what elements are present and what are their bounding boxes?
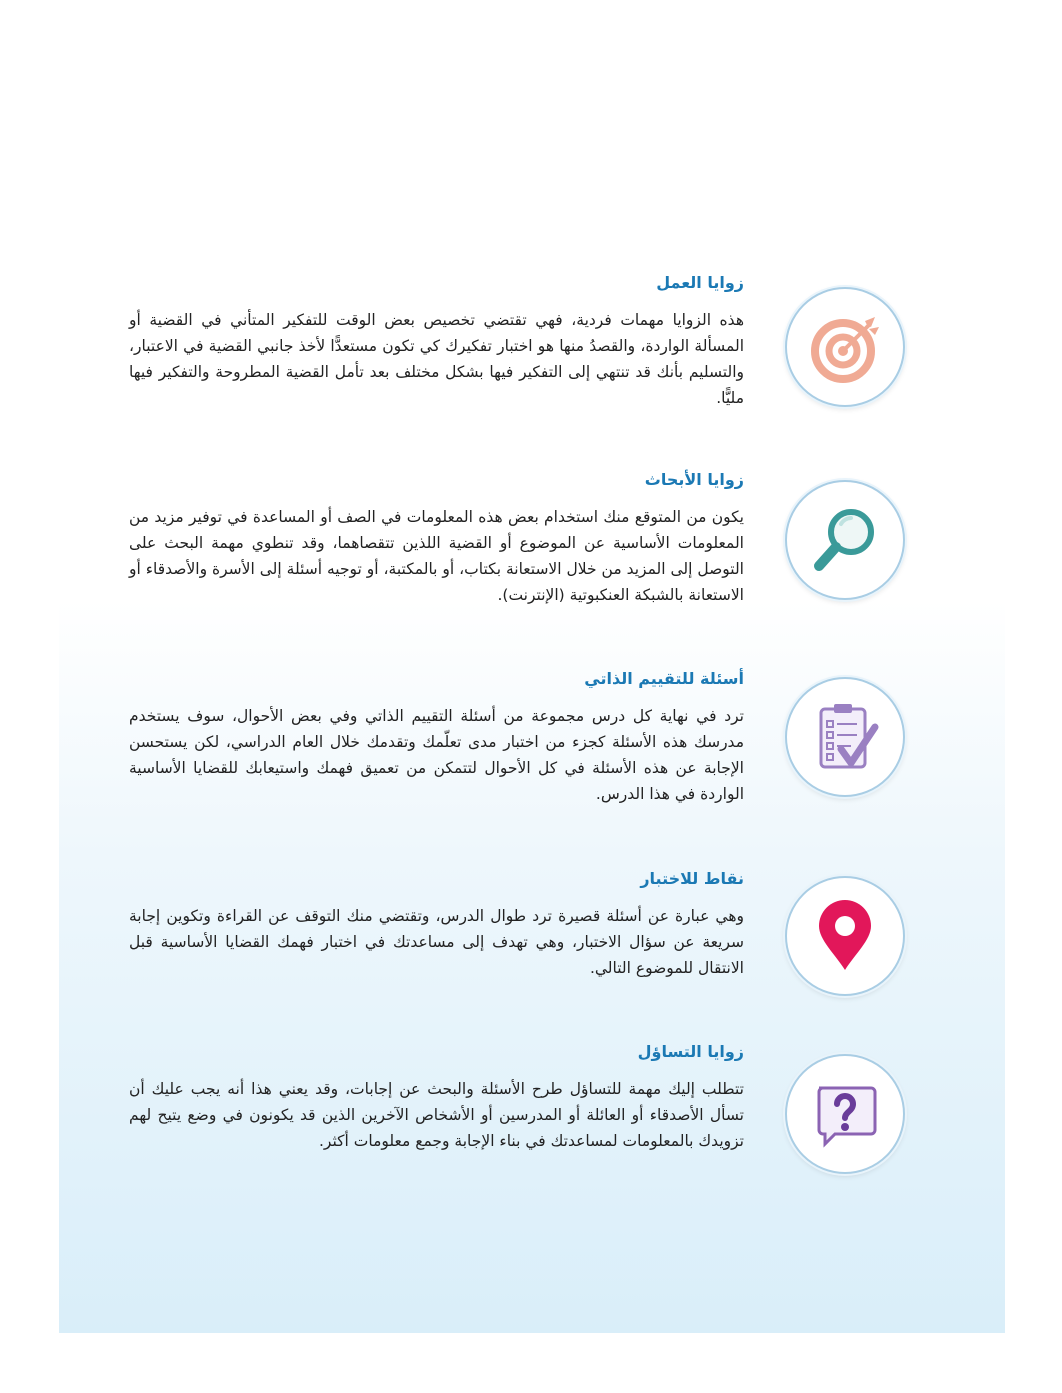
section-body: وهي عبارة عن أسئلة قصيرة ترد طوال الدرس، وتقتضي منك التوقف عن القراءة وتكوين إجابة سريعة عن سؤال الاختبار، وهي تهدف إلى مساعدتك في اختبار فهمك القضايا الأساسية قبل الانتقال للموضوع التالي. (129, 907, 744, 977)
section-heading: زوايا التساؤل (637, 1042, 744, 1061)
magnifier-icon (785, 480, 905, 600)
section-body: ترد في نهاية كل درس مجموعة من أسئلة التقييم الذاتي وفي بعض الأحوال، سوف يستخدم مدرسك هذه الأسئلة كجزء من اختبار مدى تعلّمك وتقدمك خلال العام الدراسي، لكن يستحسن الإجابة عن هذه الأسئلة في كل الأحوال لتتمكن من تعميق فهمك واستيعابك للقضايا الأساسية الواردة في هذا الدرس. (129, 707, 744, 803)
section-body: تتطلب إليك مهمة للتساؤل طرح الأسئلة والبحث عن إجابات، وقد يعني هذا أنه يجب عليك أن تسأل الأصدقاء أو العائلة أو المدرسين أو الأشخاص الآخرين الذين قد يكونون في وضع يتيح لهم تزويدك بالمعلومات لمساعدتك في بناء الإجابة وجمع معلومات أكثر. (129, 1080, 744, 1150)
section-heading: نقاط للاختبار (640, 869, 744, 888)
section-heading: زوايا العمل (656, 273, 744, 292)
question-bubble-icon (785, 1054, 905, 1174)
map-pin-icon (785, 876, 905, 996)
section-body: هذه الزوايا مهمات فردية، فهي تقتضي تخصيص بعض الوقت للتفكير المتأني في القضية أو المسألة الواردة، والقصدُ منها هو اختبار تفكيرك كي تكون مستعدًّا لأخذ جانبي القضية في الاعتبار، والتسليم بأنك قد تنتهي إلى التفكير فيها بشكل مختلف بعد تأمل القضية المطروحة والتفكير فيها مليًّا. (129, 311, 744, 407)
section-body: يكون من المتوقع منك استخدام بعض هذه المعلومات في الصف أو المساعدة في توفير مزيد من المعلومات الأساسية عن الموضوع أو القضية اللذين تتقصاهما، وقد تنطوي مهمة البحث على التوصل إلى المزيد من خلال الاستعانة بكتاب، أو بالمكتبة، أو توجيه أسئلة إلى الأسرة والأصدقاء أو الاستعانة بالشبكة العنكبوتية (الإنترنت). (129, 508, 744, 604)
section-heading: زوايا الأبحاث (644, 470, 744, 489)
checklist-icon (785, 677, 905, 797)
target-icon (785, 287, 905, 407)
section-heading: أسئلة للتقييم الذاتي (584, 669, 744, 688)
